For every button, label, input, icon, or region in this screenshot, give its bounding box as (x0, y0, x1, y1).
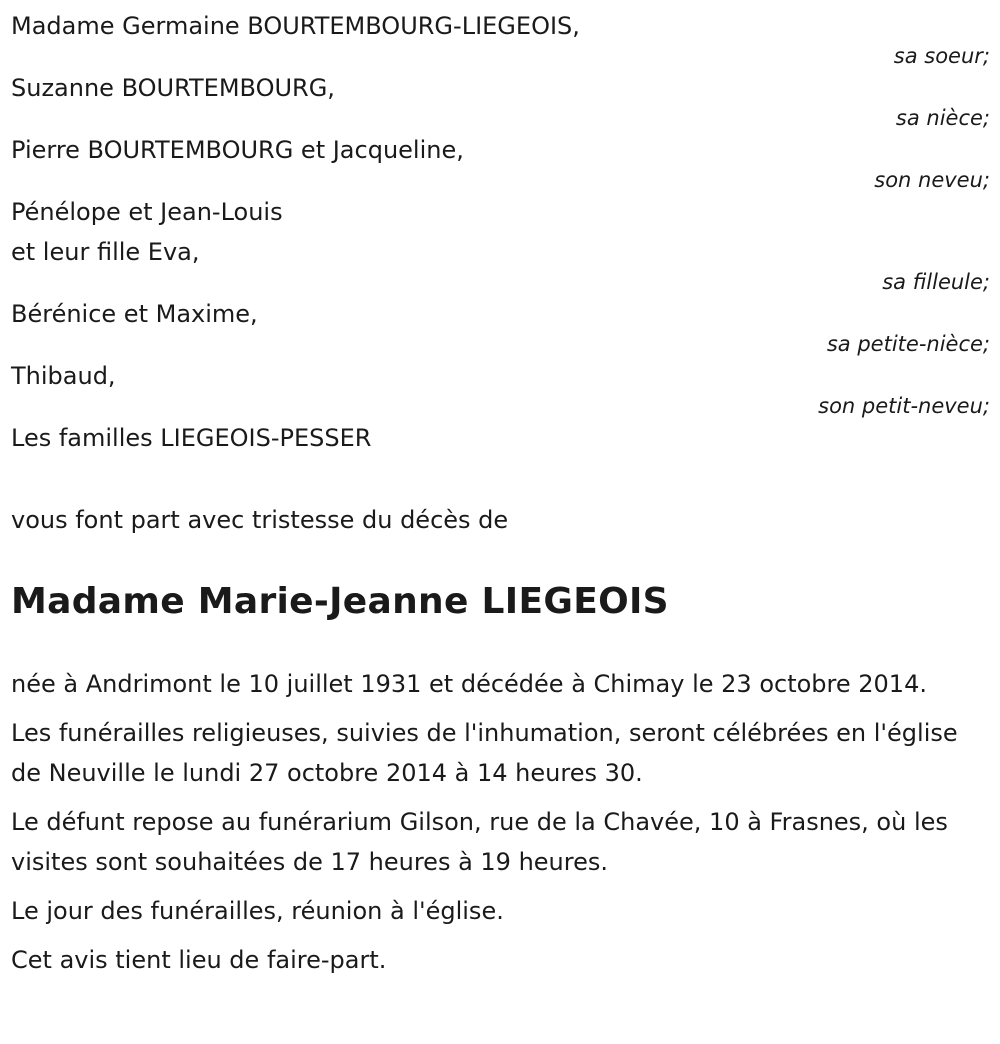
family-names: Pierre BOURTEMBOURG et Jacqueline, (11, 136, 464, 164)
birth-death-info: née à Andrimont le 10 juillet 1931 et décédée à Chimay le 23 octobre 2014. (11, 670, 927, 698)
family-entry-grandnephew (11, 356, 990, 418)
family-names: Les familles LIEGEOIS-PESSER (11, 424, 372, 452)
family-relation: son neveu; (874, 168, 990, 192)
family-entry-sister (11, 6, 990, 68)
family-entry-niece (11, 68, 990, 130)
announcement-intro: vous font part avec tristesse du décès de (11, 506, 509, 534)
family-names: Bérénice et Maxime, (11, 300, 258, 328)
family-names: Thibaud, (11, 362, 116, 390)
deceased-name: Madame Marie-Jeanne LIEGEOIS (11, 581, 669, 622)
family-names: Suzanne BOURTEMBOURG, (11, 74, 335, 102)
family-relation: sa soeur; (893, 44, 990, 68)
family-names: Madame Germaine BOURTEMBOURG-LIEGEOIS, (11, 12, 580, 40)
family-entry-goddaughter (11, 192, 990, 294)
family-names: Pénélope et Jean-Louis et leur fille Eva, (11, 198, 283, 266)
funeral-details (11, 664, 990, 980)
family-entry-nephew (11, 130, 990, 192)
closing-note: Cet avis tient lieu de faire-part. (11, 946, 387, 974)
family-relation: son petit-neveu; (818, 394, 990, 418)
funeral-home-info: Le défunt repose au funérarium Gilson, rue de la Chavée, 10 à Frasnes, où les visites sont souhaitées de 17 heures à 19 heures. (11, 808, 948, 876)
meeting-info: Le jour des funérailles, réunion à l'église. (11, 897, 504, 925)
family-entry-grandniece (11, 294, 990, 356)
ceremony-info: Les funérailles religieuses, suivies de l'inhumation, seront célébrées en l'église de Neuville le lundi 27 octobre 2014 à 14 heures 30. (11, 719, 958, 787)
family-relation: sa filleule; (882, 270, 990, 294)
family-relation: sa petite-nièce; (826, 332, 990, 356)
family-relation: sa nièce; (895, 106, 990, 130)
family-entry-families (11, 418, 990, 458)
